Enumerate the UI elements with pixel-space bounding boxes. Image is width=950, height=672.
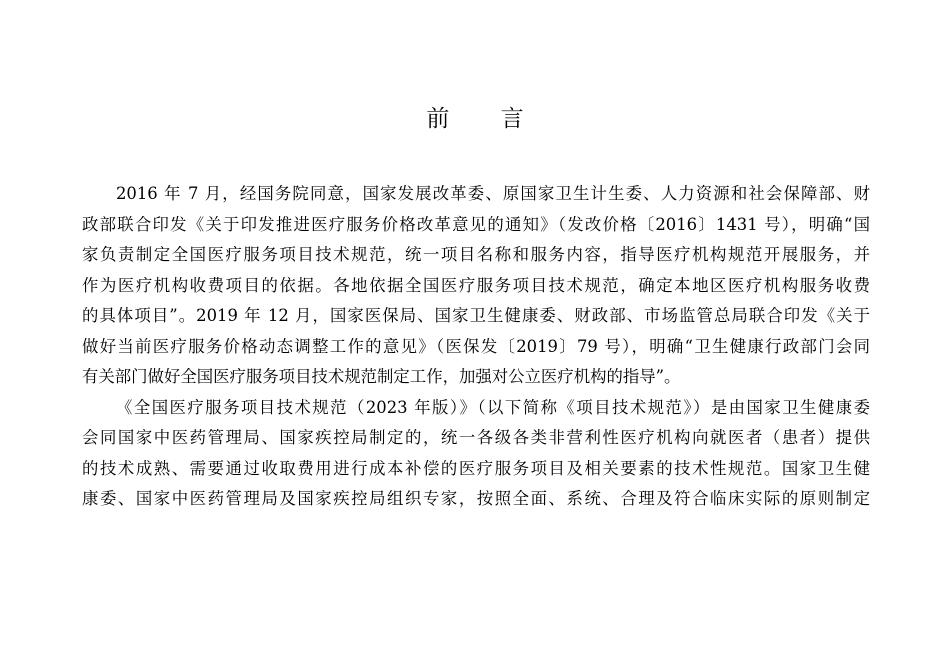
paragraph-line: 的技术成熟、需要通过收取费用进行成本补偿的医疗服务项目及相关要素的技术性规范。国家卫生健 [82,458,870,478]
paragraph-2 [82,393,870,515]
paragraph-line: 《全国医疗服务项目技术规范（2023 年版）》（以下简称《项目技术规范》）是由国家卫生健康委 [116,397,870,417]
paragraph-line: 会同国家中医药管理局、国家疾控局制定的，统一各级各类非营利性医疗机构向就医者（患者）提供 [82,428,870,447]
paragraph-line: 的具体项目”。2019 年 12 月，国家医保局、国家卫生健康委、财政部、市场监管总局联合印发《关于 [82,306,870,325]
paragraph-line: 康委、国家中医药管理局及国家疾控局组织专家，按照全面、系统、合理及符合临床实际的原则制定 [82,489,870,508]
paragraph-line: 政部联合印发《关于印发推进医疗服务价格改革意见的通知》（发改价格〔2016〕1431 号），明确“国 [82,214,870,234]
page-title: 前 言 [426,106,546,132]
document-body [82,179,870,515]
paragraph-line: 家负责制定全国医疗服务项目技术规范，统一项目名称和服务内容，指导医疗机构规范开展服务，并 [82,245,870,264]
paragraph-1 [82,179,870,393]
paragraph-line: 有关部门做好全国医疗服务项目技术规范制定工作，加强对公立医疗机构的指导”。 [82,367,681,386]
paragraph-line: 做好当前医疗服务价格动态调整工作的意见》（医保发〔2019〕79 号），明确“卫生健康行政部门会同 [82,336,870,356]
paragraph-line: 2016 年 7 月，经国务院同意，国家发展改革委、原国家卫生计生委、人力资源和社会保障部、财 [116,184,870,203]
paragraph-line: 作为医疗机构收费项目的依据。各地依据全国医疗服务项目技术规范，确定本地区医疗机构服务收费 [82,275,870,295]
